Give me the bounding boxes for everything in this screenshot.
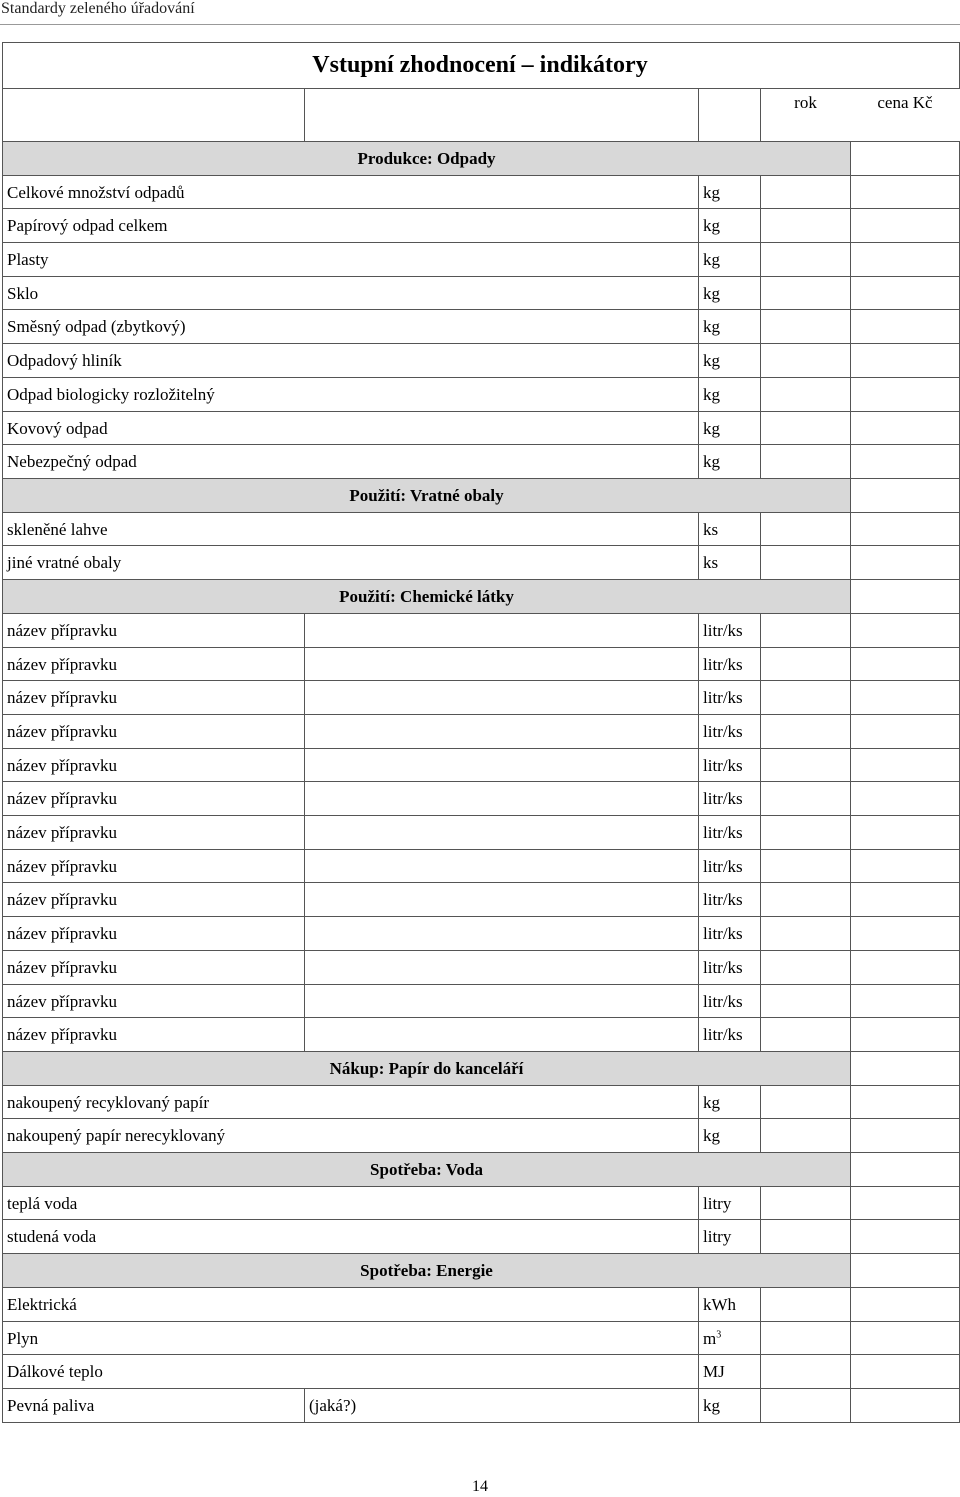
unit-text: kg: [703, 419, 720, 438]
price-cell[interactable]: [850, 1219, 960, 1254]
price-cell[interactable]: [850, 613, 960, 648]
row-label: Dálkové teplo: [2, 1354, 699, 1389]
blank-field[interactable]: [304, 882, 699, 917]
year-cell[interactable]: [760, 512, 851, 546]
price-cell[interactable]: [850, 512, 960, 546]
row-unit: [698, 309, 761, 344]
price-cell[interactable]: [850, 242, 960, 277]
year-cell[interactable]: [760, 242, 851, 277]
unit-text: litry: [703, 1227, 732, 1246]
price-cell[interactable]: [850, 984, 960, 1018]
year-cell[interactable]: [760, 680, 851, 715]
row-unit: [698, 714, 761, 749]
section-heading: Spotřeba: Energie: [2, 1253, 851, 1288]
row-label: jiné vratné obaly: [2, 545, 699, 580]
unit-text: litr/ks: [703, 992, 743, 1011]
row-label: studená voda: [2, 1219, 699, 1254]
row-label: Odpad biologicky rozložitelný: [2, 377, 699, 412]
unit-text: litr/ks: [703, 756, 743, 775]
row-label: název přípravku: [2, 950, 305, 985]
row-label: Elektrická: [2, 1287, 699, 1322]
year-cell[interactable]: [760, 984, 851, 1018]
row-label: název přípravku: [2, 882, 305, 917]
unit-text: kg: [703, 183, 720, 202]
unit-text: litr/ks: [703, 722, 743, 741]
year-cell[interactable]: [760, 781, 851, 816]
unit-text: litr/ks: [703, 958, 743, 977]
row-label: Kovový odpad: [2, 411, 699, 445]
price-cell[interactable]: [850, 1321, 960, 1355]
blank-field[interactable]: [304, 613, 699, 648]
row-unit: [698, 343, 761, 378]
section-heading: Použití: Vratné obaly: [2, 478, 851, 513]
price-cell[interactable]: [850, 1118, 960, 1153]
price-cell[interactable]: [850, 680, 960, 715]
row-unit: [698, 175, 761, 209]
unit-text: litr/ks: [703, 789, 743, 808]
page-number: 14: [472, 1478, 488, 1495]
row-label: Pevná paliva: [2, 1388, 305, 1423]
year-cell[interactable]: [760, 444, 851, 479]
row-label: nakoupený papír nerecyklovaný: [2, 1118, 699, 1153]
year-cell[interactable]: [760, 1287, 851, 1322]
price-cell[interactable]: [850, 478, 960, 513]
row-unit: [698, 1287, 761, 1322]
price-cell[interactable]: [850, 343, 960, 378]
year-cell[interactable]: [760, 714, 851, 749]
row-unit: [698, 444, 761, 479]
unit-text: litr/ks: [703, 655, 743, 674]
unit-text: kWh: [703, 1295, 737, 1314]
unit-text: litr/ks: [703, 688, 743, 707]
section-heading: Použití: Chemické látky: [2, 579, 851, 614]
section-heading: Spotřeba: Voda: [2, 1152, 851, 1187]
row-label: teplá voda: [2, 1186, 699, 1220]
blank-field[interactable]: [304, 984, 699, 1018]
row-label: Plasty: [2, 242, 699, 277]
row-label: Celkové množství odpadů: [2, 175, 699, 209]
row-label: Papírový odpad celkem: [2, 208, 699, 243]
row-unit: [698, 1186, 761, 1220]
row-label: název přípravku: [2, 781, 305, 816]
row-unit: [698, 781, 761, 816]
row-unit: [698, 242, 761, 277]
price-cell[interactable]: [850, 1051, 960, 1086]
price-cell[interactable]: [850, 141, 960, 176]
row-unit: [698, 1118, 761, 1153]
price-cell[interactable]: [850, 1017, 960, 1052]
column-price-header: cena Kč: [877, 93, 933, 112]
price-cell[interactable]: [850, 781, 960, 816]
blank-field[interactable]: [304, 714, 699, 749]
blank-field[interactable]: [304, 1017, 699, 1052]
row-unit: [698, 984, 761, 1018]
row-label: název přípravku: [2, 849, 305, 883]
year-cell[interactable]: [760, 377, 851, 412]
header-blank-unit: [698, 88, 761, 142]
row-unit: [698, 849, 761, 883]
year-cell[interactable]: [760, 815, 851, 850]
row-unit: [698, 1017, 761, 1052]
unit-text: litr/ks: [703, 924, 743, 943]
price-cell[interactable]: [850, 1085, 960, 1119]
row-label: Sklo: [2, 276, 699, 310]
unit-text: litr/ks: [703, 621, 743, 640]
blank-field[interactable]: [304, 781, 699, 816]
price-cell[interactable]: [850, 748, 960, 782]
row-label: název přípravku: [2, 680, 305, 715]
row-unit: [698, 680, 761, 715]
row-unit: [698, 748, 761, 782]
price-cell[interactable]: [850, 1152, 960, 1187]
form-title: Vstupní zhodnocení – indikátory: [312, 52, 648, 78]
year-cell[interactable]: [760, 1354, 851, 1389]
row-unit: [698, 377, 761, 412]
unit-text: kg: [703, 1396, 720, 1415]
row-label: název přípravku: [2, 714, 305, 749]
year-cell[interactable]: [760, 208, 851, 243]
column-year-header: rok: [794, 93, 817, 112]
year-cell[interactable]: [760, 1085, 851, 1119]
blank-field[interactable]: [304, 647, 699, 681]
unit-text: kg: [703, 216, 720, 235]
unit-text: MJ: [703, 1362, 725, 1381]
price-cell[interactable]: [850, 647, 960, 681]
price-cell[interactable]: [850, 411, 960, 445]
unit-text: kg: [703, 385, 720, 404]
year-cell[interactable]: [760, 1388, 851, 1423]
blank-field[interactable]: [304, 748, 699, 782]
price-cell[interactable]: [850, 815, 960, 850]
price-cell[interactable]: [850, 950, 960, 985]
blank-field[interactable]: [304, 815, 699, 850]
unit-text: kg: [703, 1093, 720, 1112]
price-cell[interactable]: [850, 444, 960, 479]
price-cell[interactable]: [850, 1287, 960, 1322]
price-cell[interactable]: [850, 545, 960, 580]
year-cell[interactable]: [760, 1321, 851, 1355]
unit-text: m: [703, 1329, 717, 1348]
price-cell[interactable]: [850, 849, 960, 883]
unit-text: litr/ks: [703, 1025, 743, 1044]
year-cell[interactable]: [760, 748, 851, 782]
unit-text: kg: [703, 250, 720, 269]
price-cell[interactable]: [850, 377, 960, 412]
row-label: název přípravku: [2, 815, 305, 850]
year-cell[interactable]: [760, 950, 851, 985]
row-unit: [698, 208, 761, 243]
row-label: název přípravku: [2, 748, 305, 782]
price-cell[interactable]: [850, 916, 960, 951]
unit-text: kg: [703, 284, 720, 303]
row-unit: [698, 1354, 761, 1389]
year-cell[interactable]: [760, 1186, 851, 1220]
blank-field[interactable]: [304, 950, 699, 985]
section-heading: Produkce: Odpady: [2, 141, 851, 176]
row-unit: [698, 916, 761, 951]
unit-text: litr/ks: [703, 890, 743, 909]
year-cell[interactable]: [760, 849, 851, 883]
unit-superscript: 3: [716, 1329, 722, 1341]
header-blank-label: [2, 88, 305, 142]
unit-text: kg: [703, 1126, 720, 1145]
row-unit: [698, 411, 761, 445]
price-cell[interactable]: [850, 208, 960, 243]
row-label: Plyn: [2, 1321, 699, 1355]
year-cell[interactable]: [760, 647, 851, 681]
unit-text: kg: [703, 452, 720, 471]
price-cell[interactable]: [850, 882, 960, 917]
year-cell[interactable]: [760, 309, 851, 344]
price-cell[interactable]: [850, 1186, 960, 1220]
price-cell[interactable]: [850, 1388, 960, 1423]
year-cell[interactable]: [760, 882, 851, 917]
row-label: název přípravku: [2, 647, 305, 681]
year-cell[interactable]: [760, 1017, 851, 1052]
unit-text: kg: [703, 317, 720, 336]
row-unit: [698, 647, 761, 681]
row-unit: [698, 1321, 761, 1355]
row-unit: [698, 950, 761, 985]
row-unit: [698, 1085, 761, 1119]
year-cell[interactable]: [760, 916, 851, 951]
price-cell[interactable]: [850, 1253, 960, 1288]
row-note: (jaká?): [304, 1388, 699, 1423]
year-cell[interactable]: [760, 175, 851, 209]
year-cell[interactable]: [760, 545, 851, 580]
unit-text: ks: [703, 520, 719, 539]
row-unit: [698, 815, 761, 850]
price-cell[interactable]: [850, 714, 960, 749]
price-cell[interactable]: [850, 309, 960, 344]
row-unit: [698, 1219, 761, 1254]
unit-text: ks: [703, 553, 719, 572]
row-unit: [698, 1388, 761, 1423]
blank-field[interactable]: [304, 849, 699, 883]
price-cell[interactable]: [850, 276, 960, 310]
year-cell[interactable]: [760, 1118, 851, 1153]
row-label: Odpadový hliník: [2, 343, 699, 378]
year-cell[interactable]: [760, 276, 851, 310]
header-blank-note: [304, 88, 699, 142]
unit-text: litr/ks: [703, 857, 743, 876]
row-unit: [698, 882, 761, 917]
blank-field[interactable]: [304, 680, 699, 715]
row-label: název přípravku: [2, 916, 305, 951]
header-divider: [0, 24, 960, 25]
section-heading: Nákup: Papír do kanceláří: [2, 1051, 851, 1086]
year-cell[interactable]: [760, 613, 851, 648]
unit-text: kg: [703, 351, 720, 370]
unit-text: litr/ks: [703, 823, 743, 842]
row-label: název přípravku: [2, 1017, 305, 1052]
row-unit: [698, 512, 761, 546]
row-label: Nebezpečný odpad: [2, 444, 699, 479]
year-cell[interactable]: [760, 411, 851, 445]
year-cell[interactable]: [760, 1219, 851, 1254]
blank-field[interactable]: [304, 916, 699, 951]
row-label: skleněné lahve: [2, 512, 699, 546]
row-unit: [698, 613, 761, 648]
row-label: nakoupený recyklovaný papír: [2, 1085, 699, 1119]
unit-text: litry: [703, 1194, 732, 1213]
year-cell[interactable]: [760, 343, 851, 378]
row-label: název přípravku: [2, 613, 305, 648]
row-unit: [698, 545, 761, 580]
row-label: Směsný odpad (zbytkový): [2, 309, 699, 344]
price-cell[interactable]: [850, 1354, 960, 1389]
row-label: název přípravku: [2, 984, 305, 1018]
row-unit: [698, 276, 761, 310]
price-cell[interactable]: [850, 175, 960, 209]
price-cell[interactable]: [850, 579, 960, 614]
running-header: Standardy zeleného úřadování: [1, 0, 195, 17]
